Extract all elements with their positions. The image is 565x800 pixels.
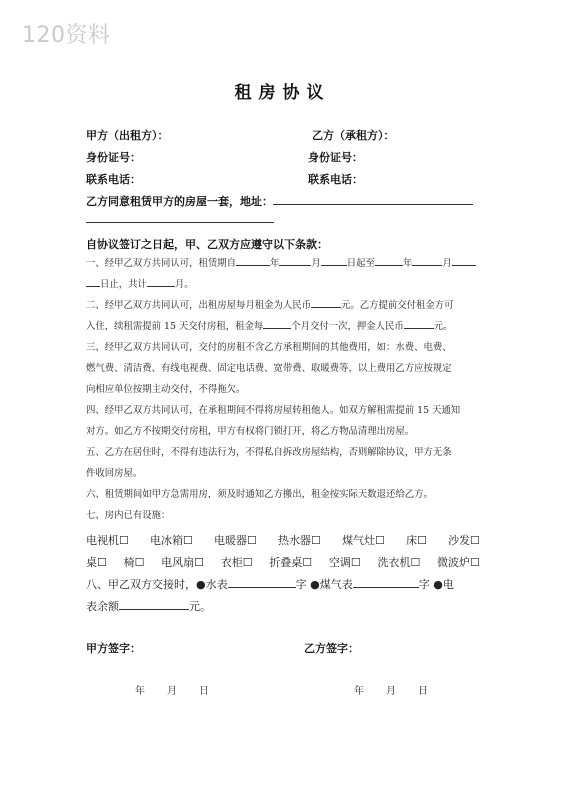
- blank: [412, 254, 442, 266]
- blank: [404, 317, 434, 329]
- clause-8-text-a: 八、甲乙双方交接时，●水表: [86, 578, 228, 591]
- blank: [236, 254, 270, 266]
- clause-3: [86, 337, 480, 400]
- gas-meter-blank: [353, 576, 419, 588]
- facility-checkbox-item[interactable]: 电冰箱☐: [150, 534, 193, 547]
- facility-checkbox-item[interactable]: 电暖器☐: [214, 534, 257, 547]
- clause-3-line-2: 燃气费、清洁费、有线电视费、固定电话费、宽带费、取暖费等，以上费用乙方应按规定: [86, 363, 452, 374]
- facility-checkbox-item[interactable]: 折叠桌☐: [269, 556, 313, 569]
- date-a-day: 日: [199, 686, 209, 697]
- clause-2-text-c: 入住，续租需提前 15 天交付房租，租金每: [86, 321, 264, 332]
- clause-4: [86, 400, 480, 442]
- blank: [147, 275, 175, 287]
- date-b-day: 日: [418, 686, 428, 697]
- clause-1-text-b: 日止，共计: [100, 279, 147, 290]
- clause-1-year2: 年: [402, 258, 413, 269]
- id-a-label: 身份证号：: [86, 151, 141, 164]
- date-a-month: 月: [167, 686, 177, 697]
- clause-7: 七、房内已有设施：: [86, 510, 171, 521]
- facilities-row-1: [86, 532, 480, 548]
- blank: [279, 254, 311, 266]
- clause-5: [86, 442, 480, 484]
- facility-checkbox-item[interactable]: 电风扇☐: [161, 556, 205, 569]
- blank: [321, 254, 347, 266]
- facility-checkbox-item[interactable]: 热水器☐: [278, 534, 321, 547]
- clause-3-line-3: 向相应单位按期主动交付，不得拖欠。: [86, 384, 246, 395]
- clause-8-text-b: 字 ●煤气表: [295, 578, 353, 591]
- clause-1-year1: 年: [270, 258, 280, 269]
- clause-intro: 自协议签订之日起，甲、乙双方应遵守以下条款：: [86, 238, 328, 251]
- clause-1-month1: 月: [311, 258, 321, 269]
- blank: [86, 275, 100, 287]
- clause-1-month2: 月: [442, 258, 452, 269]
- party-b-date: [354, 682, 450, 697]
- phone-a-label: 联系电话：: [86, 173, 141, 186]
- clause-2-text-d: 个月交付一次，押金人民币: [291, 321, 404, 332]
- clause-2-text-b: 元。乙方提前交付租金方可: [341, 300, 454, 311]
- party-a-date: [135, 682, 231, 697]
- facilities-row-2: [86, 554, 480, 570]
- clause-2: [86, 295, 480, 337]
- date-b-month: 月: [386, 686, 396, 697]
- facility-checkbox-item[interactable]: 微波炉☐: [437, 556, 480, 569]
- clause-2-text-e: 元。: [433, 321, 453, 332]
- id-b-label: 身份证号：: [308, 151, 363, 164]
- party-b-signature: 乙方签字：: [304, 642, 359, 655]
- clause-8-text-d: 表余额: [86, 600, 119, 613]
- facility-checkbox-item[interactable]: 电视机☐: [86, 534, 129, 547]
- blank: [375, 254, 403, 266]
- date-a-year: 年: [135, 686, 145, 697]
- watermark: 120资料: [22, 23, 111, 48]
- party-b-label: 乙方（承租方）：: [312, 129, 395, 142]
- facility-checkbox-item[interactable]: 床☐: [406, 534, 427, 547]
- clause-5-line-1: 五、乙方在居住时，不得有违法行为，不得私自拆改房屋结构，否则解除协议，甲方无条: [86, 447, 452, 458]
- water-meter-blank: [228, 576, 296, 588]
- facility-checkbox-item[interactable]: 煤气灶☐: [342, 534, 385, 547]
- facility-checkbox-item[interactable]: 衣柜☐: [220, 556, 253, 569]
- clause-1: [86, 253, 480, 295]
- clause-4-line-2: 对方。如乙方不按期交付房租，甲方有权将门锁打开，将乙方物品清理出房屋。: [86, 426, 415, 437]
- blank: [263, 317, 291, 329]
- phone-b-label: 联系电话：: [308, 173, 363, 186]
- electric-balance-blank: [119, 598, 189, 610]
- facility-checkbox-item[interactable]: 空调☐: [328, 556, 361, 569]
- document-title: 租房协议: [234, 83, 331, 103]
- blank: [311, 296, 341, 308]
- clause-8-line-1: [86, 576, 454, 592]
- clause-8-text-e: 元。: [189, 600, 211, 613]
- facility-checkbox-item[interactable]: 椅☐: [123, 556, 145, 569]
- clause-6: 六、租赁期间如甲方急需用房，须及时通知乙方搬出，租金按实际天数退还给乙方。: [86, 489, 433, 500]
- clause-8-line-2: [86, 598, 211, 614]
- agreement-address-line: [86, 193, 473, 209]
- facility-checkbox-item[interactable]: 桌☐: [86, 556, 107, 569]
- clause-3-line-1: 三、经甲乙双方共同认可，交付的房租不含乙方承租期间的其他费用，如：水费、电费、: [86, 342, 452, 353]
- clause-1-text-c: 月。: [174, 279, 194, 290]
- clause-1-text-a: 一、经甲乙双方共同认可，租赁期自: [86, 258, 237, 269]
- party-a-signature: 甲方签字：: [86, 642, 141, 655]
- facility-checkbox-item[interactable]: 沙发☐: [448, 534, 480, 547]
- address-blank-continued: [86, 222, 274, 223]
- clause-2-text-a: 二、经甲乙双方共同认可，出租房屋每月租金为人民币: [86, 300, 312, 311]
- blank: [452, 254, 476, 266]
- clause-5-line-2: 件收回房屋。: [86, 468, 143, 479]
- clause-4-line-1: 四、经甲乙双方共同认可，在承租期间不得将房屋转租他人。如双方解租需提前 15 天通知: [86, 405, 461, 416]
- facility-checkbox-item[interactable]: 洗衣机☐: [377, 556, 421, 569]
- date-b-year: 年: [354, 686, 364, 697]
- clause-1-day1: 日起至: [346, 258, 375, 269]
- party-a-label: 甲方（出租方）：: [86, 129, 169, 142]
- clause-8-text-c: 字 ●电: [418, 578, 454, 591]
- agreement-address-label: 乙方同意租赁甲方的房屋一套，地址：: [86, 195, 273, 208]
- address-blank: [273, 193, 473, 205]
